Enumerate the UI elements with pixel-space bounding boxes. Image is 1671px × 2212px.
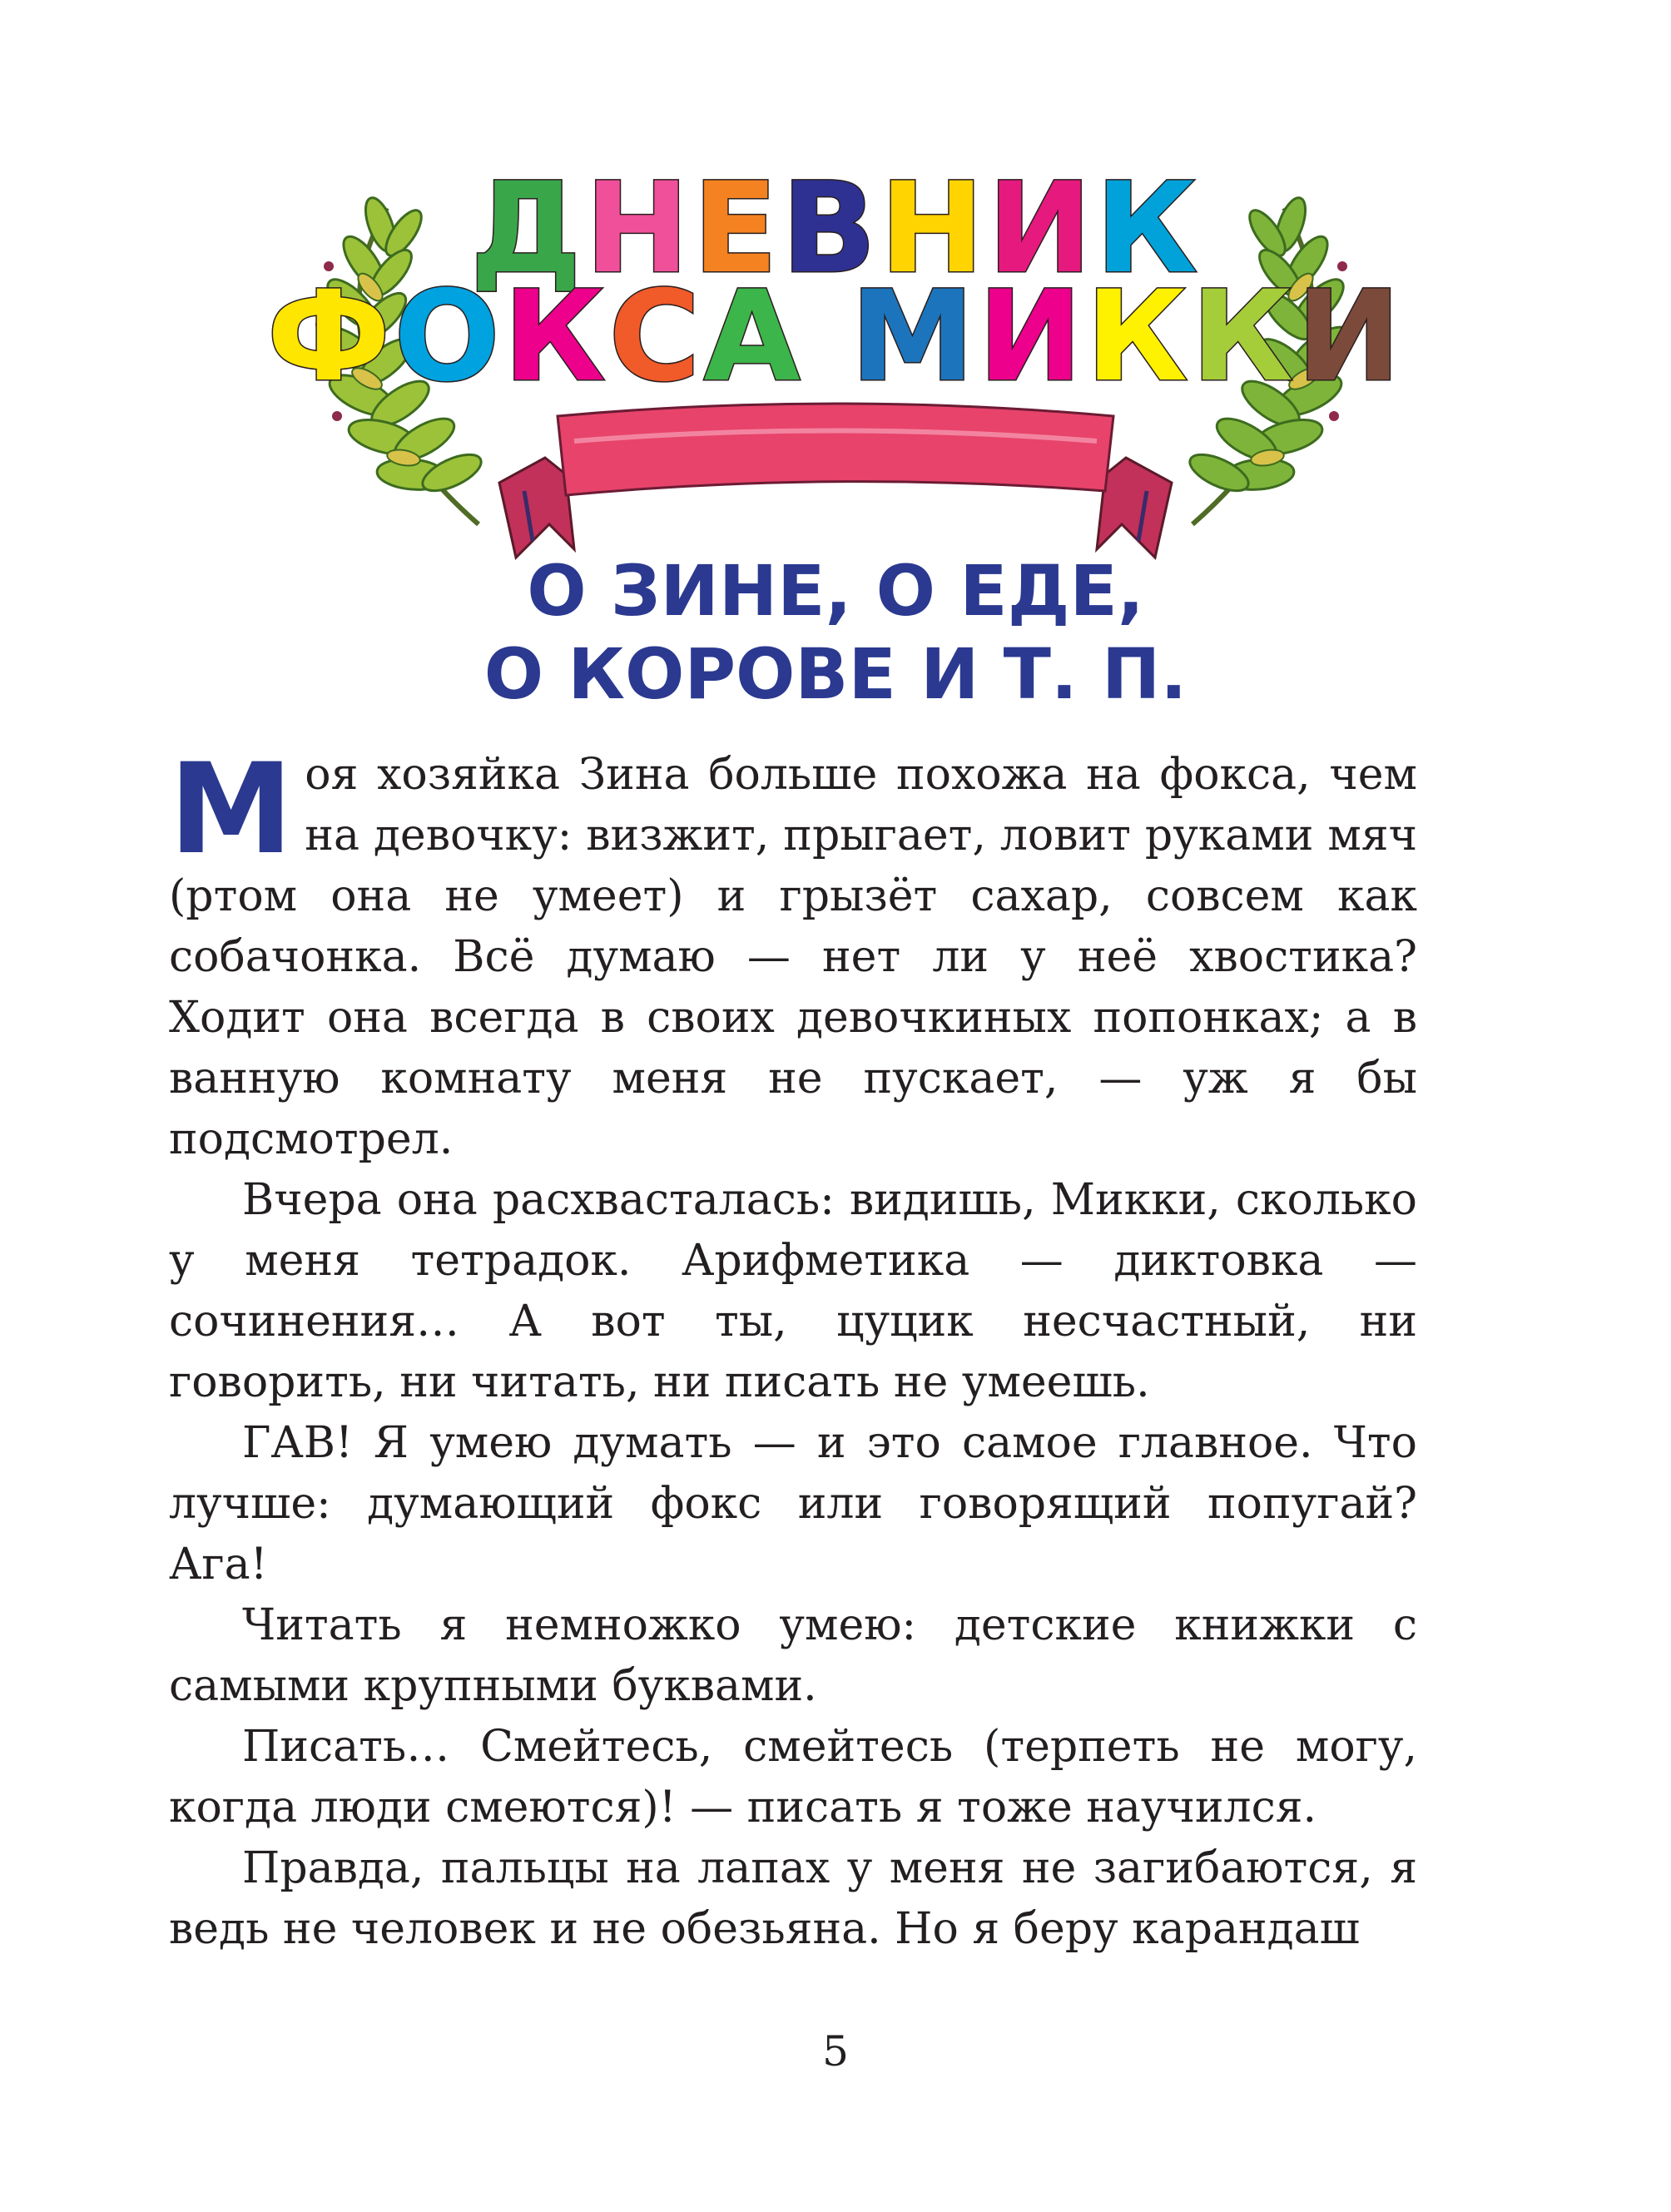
title-line-1-letter: Е (692, 156, 781, 301)
title-line-2-letter: С (608, 265, 704, 409)
title-line-2-letter: О (394, 265, 503, 409)
paragraph-4: Читать я немножко умею: детские книжки с самыми крупными буквами. (169, 1600, 1417, 1711)
title-line-2 (0, 265, 1671, 409)
title-line-2-letter: К (503, 265, 609, 409)
title-line-2-letter: А (703, 265, 804, 409)
paragraph-3: ГАВ! Я умею думать — и это самое главное. Что лучше: думающий фокс или говорящий попугай? Ага! (169, 1418, 1417, 1590)
paragraph-1 (169, 737, 1417, 1170)
title-line-2-letter: И (1296, 265, 1405, 409)
title-line-1-letter: И (987, 156, 1096, 301)
title-line-1-letter: В (781, 156, 880, 301)
paragraph-5: Писать… Смейтесь, смейтесь (терпеть не могу, когда люди смеются)! — писать я тоже научился. (169, 1722, 1417, 1833)
paragraph-1-text: оя хозяйка Зина больше похожа на фокса, чем на девочку: визжит, прыгает, ловит руками мяч (ртом она не умеет) и грызёт сахар, совсем как собачонка. Всё думаю — нет ли у неё хвостика? Ходит она всегда в своих девочкиных попонках; а в ванную комнату меня не пускает, — уж я бы подсмотрел. (169, 750, 1417, 1164)
page-number: 5 (822, 2027, 849, 2076)
title-line-1-letter: Н (584, 156, 693, 301)
drop-cap: М (169, 737, 294, 882)
title-line-1-letter: Д (470, 156, 585, 301)
title-line-2-letter: К (1191, 265, 1297, 409)
paragraph-6: Правда, пальцы на лапах у меня не загибаются, я ведь не человек и не обезьяна. Но я беру карандаш (169, 1843, 1417, 1954)
title-line-2-letter: И (978, 265, 1086, 409)
subtitle-line-1: О ЗИНЕ, О ЕДЕ, (527, 550, 1144, 632)
body-text (169, 737, 1417, 1960)
title-line-2-letter: К (1085, 265, 1192, 409)
title-line-1-letter: К (1095, 156, 1201, 301)
title-line-2-letter: Ф (266, 265, 394, 409)
chapter-header (0, 0, 1671, 749)
subtitle-line-2: О КОРОВЕ И Т. П. (483, 633, 1188, 715)
title-line-2-letter: М (850, 265, 979, 409)
title-line-1-letter: Н (880, 156, 988, 301)
title-line-2-letter (804, 265, 850, 409)
paragraph-2: Вчера она расхвасталась: видишь, Микки, сколько у меня тетрадок. Арифметика — диктовка — сочинения… А вот ты, цуцик несчастный, ни говорить, ни читать, ни писать не умеешь. (169, 1175, 1417, 1407)
ribbon-banner-icon (466, 391, 1205, 566)
